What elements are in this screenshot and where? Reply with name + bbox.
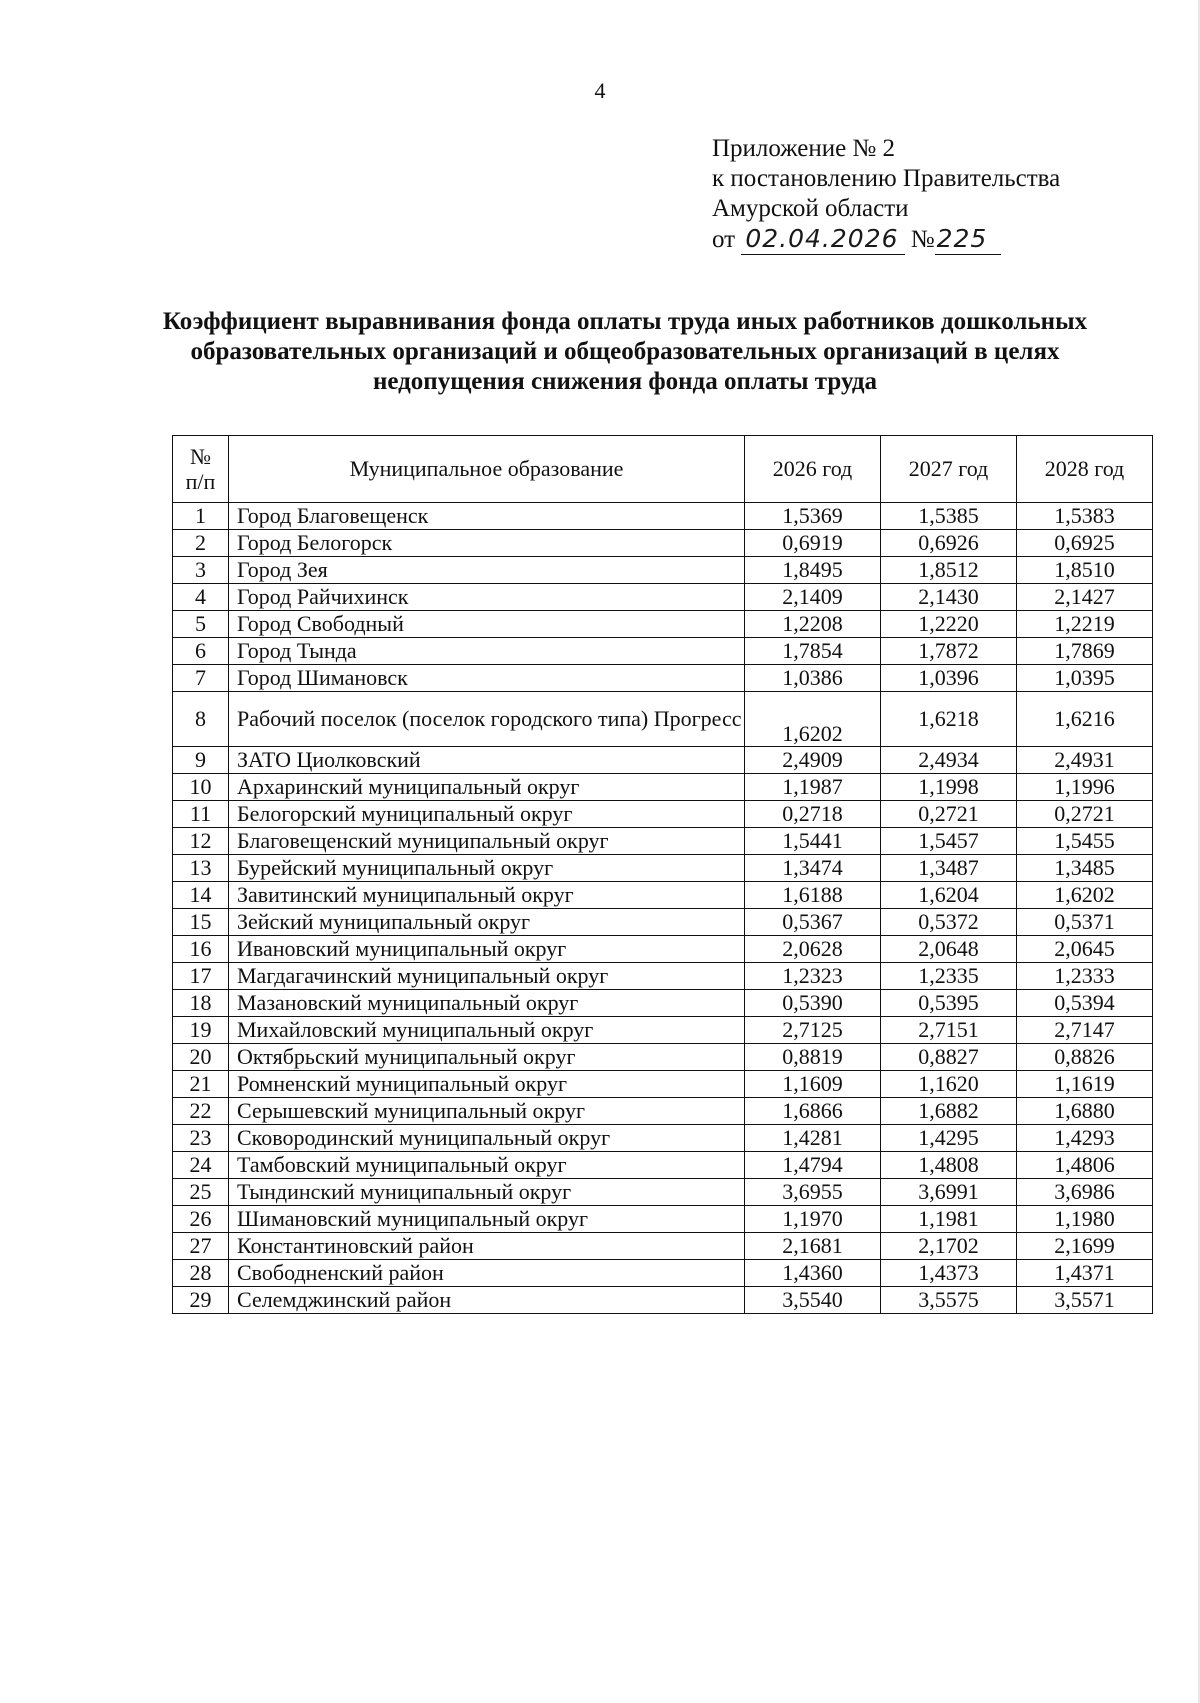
row-municipality: Ивановский муниципальный округ bbox=[229, 936, 745, 963]
row-value-2027: 1,5385 bbox=[881, 503, 1017, 530]
row-value-2027: 3,5575 bbox=[881, 1287, 1017, 1314]
row-municipality: Мазановский муниципальный округ bbox=[229, 990, 745, 1017]
row-municipality: Магдагачинский муниципальный округ bbox=[229, 963, 745, 990]
row-number: 21 bbox=[173, 1071, 229, 1098]
row-value-2027: 0,5372 bbox=[881, 909, 1017, 936]
row-value-2026: 0,6919 bbox=[745, 530, 881, 557]
table-body bbox=[173, 503, 1153, 1314]
row-number: 11 bbox=[173, 801, 229, 828]
row-number: 20 bbox=[173, 1044, 229, 1071]
row-municipality: Зейский муниципальный округ bbox=[229, 909, 745, 936]
table-row bbox=[173, 747, 1153, 774]
row-value-2026: 1,6188 bbox=[745, 882, 881, 909]
row-value-2026: 0,2718 bbox=[745, 801, 881, 828]
row-value-2028: 0,6925 bbox=[1017, 530, 1153, 557]
header-2028: 2028 год bbox=[1017, 436, 1153, 503]
row-value-2026: 1,2323 bbox=[745, 963, 881, 990]
table-row bbox=[173, 990, 1153, 1017]
row-value-2027: 0,2721 bbox=[881, 801, 1017, 828]
table-row bbox=[173, 1206, 1153, 1233]
row-number: 15 bbox=[173, 909, 229, 936]
table-row bbox=[173, 692, 1153, 747]
row-value-2026: 1,5441 bbox=[745, 828, 881, 855]
row-value-2026: 1,1970 bbox=[745, 1206, 881, 1233]
table-header-row bbox=[173, 436, 1153, 503]
appendix-block bbox=[712, 134, 1060, 255]
row-municipality: Михайловский муниципальный округ bbox=[229, 1017, 745, 1044]
row-value-2026: 1,0386 bbox=[745, 665, 881, 692]
row-value-2028: 1,2219 bbox=[1017, 611, 1153, 638]
row-municipality: Свободненский район bbox=[229, 1260, 745, 1287]
row-value-2028: 3,6986 bbox=[1017, 1179, 1153, 1206]
table-row bbox=[173, 1044, 1153, 1071]
row-municipality: Рабочий поселок (поселок городского типа) Прогресс bbox=[229, 692, 745, 747]
row-value-2026: 1,8495 bbox=[745, 557, 881, 584]
row-value-2028: 0,8826 bbox=[1017, 1044, 1153, 1071]
row-value-2028: 0,5371 bbox=[1017, 909, 1153, 936]
table-row bbox=[173, 828, 1153, 855]
table-row bbox=[173, 1179, 1153, 1206]
row-value-2026: 0,5367 bbox=[745, 909, 881, 936]
row-value-2026: 0,5390 bbox=[745, 990, 881, 1017]
row-value-2027: 1,1620 bbox=[881, 1071, 1017, 1098]
row-municipality: Бурейский муниципальный округ bbox=[229, 855, 745, 882]
header-2026: 2026 год bbox=[745, 436, 881, 503]
row-number: 23 bbox=[173, 1125, 229, 1152]
row-value-2028: 1,2333 bbox=[1017, 963, 1153, 990]
row-value-2028: 3,5571 bbox=[1017, 1287, 1153, 1314]
row-value-2027: 2,7151 bbox=[881, 1017, 1017, 1044]
row-municipality: Завитинский муниципальный округ bbox=[229, 882, 745, 909]
row-number: 19 bbox=[173, 1017, 229, 1044]
row-value-2028: 1,3485 bbox=[1017, 855, 1153, 882]
table-row bbox=[173, 1071, 1153, 1098]
row-municipality: ЗАТО Циолковский bbox=[229, 747, 745, 774]
row-municipality: Тамбовский муниципальный округ bbox=[229, 1152, 745, 1179]
row-value-2026: 1,3474 bbox=[745, 855, 881, 882]
row-municipality: Город Шимановск bbox=[229, 665, 745, 692]
table-row bbox=[173, 1098, 1153, 1125]
row-number: 14 bbox=[173, 882, 229, 909]
row-number: 8 bbox=[173, 692, 229, 747]
row-value-2027: 1,4808 bbox=[881, 1152, 1017, 1179]
row-value-2028: 1,5383 bbox=[1017, 503, 1153, 530]
row-value-2026: 1,4360 bbox=[745, 1260, 881, 1287]
document-title: Коэффициент выравнивания фонда оплаты труда иных работников дошкольных образовательных организаций и общеобразовательных организаций в целях недопущения снижения фонда оплаты труда bbox=[162, 308, 1088, 395]
row-value-2028: 1,6880 bbox=[1017, 1098, 1153, 1125]
row-value-2027: 1,4373 bbox=[881, 1260, 1017, 1287]
row-value-2027: 2,0648 bbox=[881, 936, 1017, 963]
row-municipality: Ромненский муниципальный округ bbox=[229, 1071, 745, 1098]
row-number: 3 bbox=[173, 557, 229, 584]
row-value-2027: 3,6991 bbox=[881, 1179, 1017, 1206]
header-number-bottom: п/п bbox=[185, 469, 216, 494]
row-value-2028: 2,4931 bbox=[1017, 747, 1153, 774]
row-municipality: Город Белогорск bbox=[229, 530, 745, 557]
table-row bbox=[173, 530, 1153, 557]
row-value-2028: 2,0645 bbox=[1017, 936, 1153, 963]
row-value-2026: 3,5540 bbox=[745, 1287, 881, 1314]
row-value-2028: 1,8510 bbox=[1017, 557, 1153, 584]
row-number: 5 bbox=[173, 611, 229, 638]
table-row bbox=[173, 882, 1153, 909]
row-number: 26 bbox=[173, 1206, 229, 1233]
row-municipality: Шимановский муниципальный округ bbox=[229, 1206, 745, 1233]
table-row bbox=[173, 611, 1153, 638]
row-value-2026: 1,4794 bbox=[745, 1152, 881, 1179]
row-value-2027: 1,1998 bbox=[881, 774, 1017, 801]
table-row bbox=[173, 1233, 1153, 1260]
row-value-2027: 1,4295 bbox=[881, 1125, 1017, 1152]
row-value-2027: 1,6218 bbox=[881, 692, 1017, 747]
row-value-2028: 1,0395 bbox=[1017, 665, 1153, 692]
row-value-2028: 1,4293 bbox=[1017, 1125, 1153, 1152]
row-value-2027: 1,8512 bbox=[881, 557, 1017, 584]
row-value-2026: 2,1681 bbox=[745, 1233, 881, 1260]
row-value-2027: 2,4934 bbox=[881, 747, 1017, 774]
row-municipality: Константиновский район bbox=[229, 1233, 745, 1260]
appendix-line-2: к постановлению Правительства bbox=[712, 165, 1061, 192]
row-value-2027: 2,1702 bbox=[881, 1233, 1017, 1260]
row-value-2028: 1,1996 bbox=[1017, 774, 1153, 801]
row-municipality: Благовещенский муниципальный округ bbox=[229, 828, 745, 855]
table-row bbox=[173, 584, 1153, 611]
row-value-2028: 1,5455 bbox=[1017, 828, 1153, 855]
row-value-2027: 0,8827 bbox=[881, 1044, 1017, 1071]
page-number: 4 bbox=[594, 78, 606, 103]
header-municipality: Муниципальное образование bbox=[229, 436, 745, 503]
row-municipality: Серышевский муниципальный округ bbox=[229, 1098, 745, 1125]
row-value-2026: 3,6955 bbox=[745, 1179, 881, 1206]
row-value-2028: 1,4806 bbox=[1017, 1152, 1153, 1179]
table-row bbox=[173, 936, 1153, 963]
from-prefix: от bbox=[712, 226, 736, 253]
row-number: 10 bbox=[173, 774, 229, 801]
row-value-2028: 2,1699 bbox=[1017, 1233, 1153, 1260]
row-value-2028: 0,2721 bbox=[1017, 801, 1153, 828]
row-value-2026: 2,4909 bbox=[745, 747, 881, 774]
handwritten-number: 225 bbox=[935, 224, 1002, 255]
table-row bbox=[173, 1125, 1153, 1152]
row-value-2028: 2,7147 bbox=[1017, 1017, 1153, 1044]
table-row bbox=[173, 1152, 1153, 1179]
row-municipality: Селемджинский район bbox=[229, 1287, 745, 1314]
appendix-signature-line bbox=[712, 224, 1060, 255]
row-value-2026: 1,5369 bbox=[745, 503, 881, 530]
row-value-2027: 2,1430 bbox=[881, 584, 1017, 611]
row-value-2026: 1,7854 bbox=[745, 638, 881, 665]
row-number: 7 bbox=[173, 665, 229, 692]
table-row bbox=[173, 963, 1153, 990]
row-value-2028: 1,1619 bbox=[1017, 1071, 1153, 1098]
row-number: 28 bbox=[173, 1260, 229, 1287]
header-number bbox=[173, 436, 229, 503]
handwritten-date: 02.04.2026 bbox=[741, 224, 904, 255]
row-number: 1 bbox=[173, 503, 229, 530]
row-value-2027: 1,1981 bbox=[881, 1206, 1017, 1233]
row-value-2026: 2,1409 bbox=[745, 584, 881, 611]
table-row bbox=[173, 503, 1153, 530]
row-number: 27 bbox=[173, 1233, 229, 1260]
table-row bbox=[173, 1260, 1153, 1287]
table-row bbox=[173, 638, 1153, 665]
row-municipality: Город Тында bbox=[229, 638, 745, 665]
row-value-2026: 1,1987 bbox=[745, 774, 881, 801]
row-municipality: Тындинский муниципальный округ bbox=[229, 1179, 745, 1206]
table-row bbox=[173, 801, 1153, 828]
row-municipality: Белогорский муниципальный округ bbox=[229, 801, 745, 828]
row-municipality: Город Благовещенск bbox=[229, 503, 745, 530]
row-value-2026: 1,2208 bbox=[745, 611, 881, 638]
row-value-2026: 2,7125 bbox=[745, 1017, 881, 1044]
row-number: 24 bbox=[173, 1152, 229, 1179]
row-municipality: Архаринский муниципальный округ bbox=[229, 774, 745, 801]
row-number: 22 bbox=[173, 1098, 229, 1125]
row-number: 2 bbox=[173, 530, 229, 557]
appendix-line-1: Приложение № 2 bbox=[712, 135, 896, 162]
row-value-2028: 1,6202 bbox=[1017, 882, 1153, 909]
table-row bbox=[173, 1287, 1153, 1314]
row-value-2026: 1,4281 bbox=[745, 1125, 881, 1152]
row-value-2026: 1,6202 bbox=[745, 692, 881, 747]
row-number: 18 bbox=[173, 990, 229, 1017]
row-value-2028: 1,4371 bbox=[1017, 1260, 1153, 1287]
table-row bbox=[173, 774, 1153, 801]
header-2027: 2027 год bbox=[881, 436, 1017, 503]
row-number: 16 bbox=[173, 936, 229, 963]
row-value-2027: 0,6926 bbox=[881, 530, 1017, 557]
row-value-2027: 1,0396 bbox=[881, 665, 1017, 692]
table-row bbox=[173, 1017, 1153, 1044]
row-value-2027: 1,7872 bbox=[881, 638, 1017, 665]
row-value-2026: 2,0628 bbox=[745, 936, 881, 963]
row-municipality: Октябрьский муниципальный округ bbox=[229, 1044, 745, 1071]
row-value-2026: 1,6866 bbox=[745, 1098, 881, 1125]
row-number: 13 bbox=[173, 855, 229, 882]
appendix-line-3: Амурской области bbox=[712, 195, 909, 222]
table-row bbox=[173, 855, 1153, 882]
row-value-2026: 0,8819 bbox=[745, 1044, 881, 1071]
row-number: 29 bbox=[173, 1287, 229, 1314]
row-number: 9 bbox=[173, 747, 229, 774]
row-number: 6 bbox=[173, 638, 229, 665]
table-row bbox=[173, 557, 1153, 584]
number-prefix: № bbox=[910, 226, 935, 253]
row-value-2027: 1,2220 bbox=[881, 611, 1017, 638]
row-value-2028: 0,5394 bbox=[1017, 990, 1153, 1017]
row-municipality: Город Свободный bbox=[229, 611, 745, 638]
row-value-2028: 2,1427 bbox=[1017, 584, 1153, 611]
row-value-2026: 1,1609 bbox=[745, 1071, 881, 1098]
row-municipality: Город Райчихинск bbox=[229, 584, 745, 611]
row-number: 4 bbox=[173, 584, 229, 611]
row-value-2028: 1,1980 bbox=[1017, 1206, 1153, 1233]
table-row bbox=[173, 909, 1153, 936]
row-value-2027: 1,6882 bbox=[881, 1098, 1017, 1125]
row-value-2028: 1,7869 bbox=[1017, 638, 1153, 665]
row-value-2027: 1,5457 bbox=[881, 828, 1017, 855]
row-number: 12 bbox=[173, 828, 229, 855]
row-municipality: Город Зея bbox=[229, 557, 745, 584]
row-value-2027: 1,6204 bbox=[881, 882, 1017, 909]
row-number: 25 bbox=[173, 1179, 229, 1206]
header-number-top: № bbox=[190, 444, 211, 469]
row-value-2027: 1,2335 bbox=[881, 963, 1017, 990]
coefficient-table-wrapper bbox=[172, 435, 1153, 1314]
row-value-2027: 0,5395 bbox=[881, 990, 1017, 1017]
row-municipality: Сковородинский муниципальный округ bbox=[229, 1125, 745, 1152]
table-row bbox=[173, 665, 1153, 692]
row-value-2027: 1,3487 bbox=[881, 855, 1017, 882]
row-value-2028: 1,6216 bbox=[1017, 692, 1153, 747]
row-number: 17 bbox=[173, 963, 229, 990]
coefficient-table bbox=[172, 435, 1153, 1314]
